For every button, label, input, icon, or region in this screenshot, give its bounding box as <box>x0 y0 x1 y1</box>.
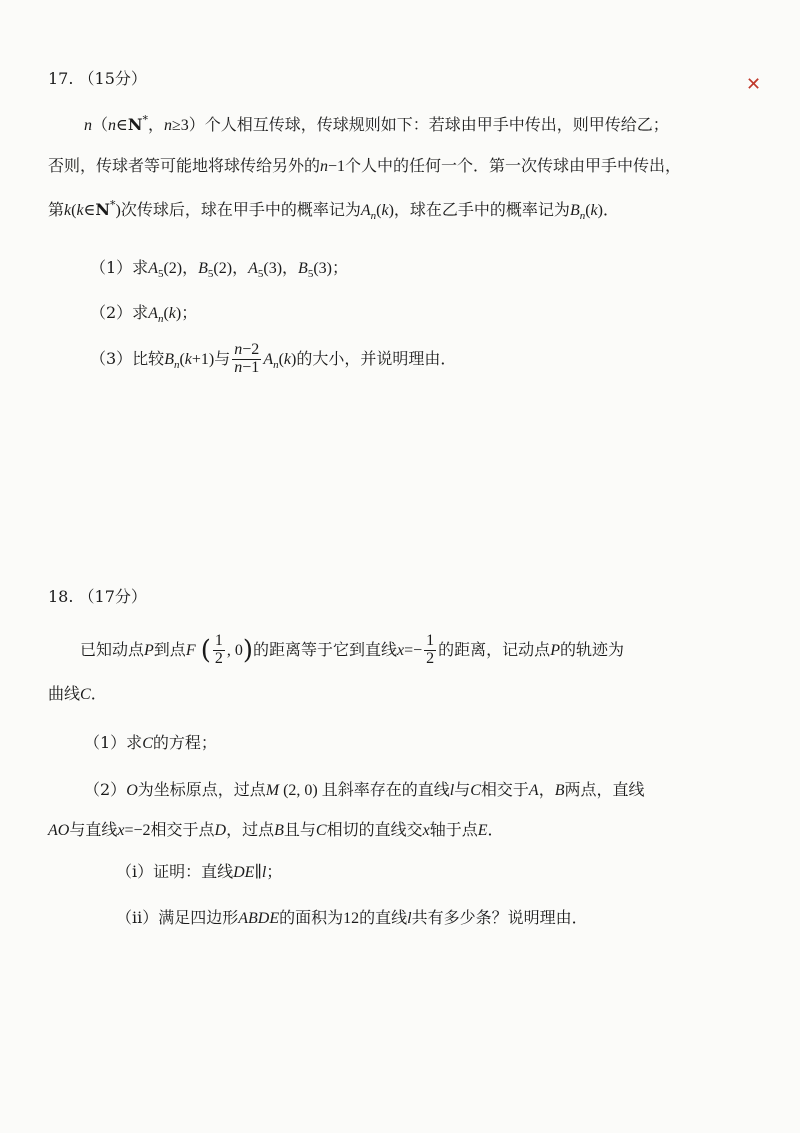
q18-part2: （2）O为坐标原点，过点M (2, 0) 且斜率存在的直线l与C相交于A，B两点，直线 <box>84 780 645 799</box>
q18-sub-ii-tail1: 的直线 <box>359 908 408 927</box>
q18-sub-i: （i）证明：直线DE∥l； <box>116 862 283 881</box>
q18-text-4d: 且与 <box>283 820 316 839</box>
q18-part2-label: （2） <box>84 780 127 799</box>
q18-sub-ii-label: （ii）满足四边形 <box>116 908 239 927</box>
q18-text-4a: 与直线 <box>69 820 118 839</box>
q18-sub-ii-num: 12 <box>343 910 360 927</box>
q18-number: 18. <box>48 587 74 606</box>
q18-header <box>48 584 147 607</box>
q18-text-p2c: 且斜率存在的直线 <box>321 780 450 799</box>
fraction-one-half: $\frac{1}{2}$ <box>214 632 223 667</box>
q17-text-2a: 否则，传球者等可能地将球传给另外的 <box>48 156 321 175</box>
q17-part2: （2）求$A_n(k)$； <box>90 303 198 326</box>
q18-text-1a: 已知动点 <box>80 639 145 659</box>
q17-text-1: 个人相互传球，传球规则如下：若球由甲手中传出，则甲传给乙； <box>204 115 669 134</box>
q17-part2-label: （2）求 <box>90 303 149 322</box>
q17-line3: 第k(k∈N*)次传球后，球在甲手中的概率记为$A_n(k)$，球在乙手中的概率记为$B_n(k)$． <box>48 198 619 223</box>
q17-text-3b: 次传球后，球在甲手中的概率记为 <box>120 200 361 219</box>
q17-part1-label: （1）求 <box>90 258 149 277</box>
q17-number: 17. <box>48 69 74 88</box>
fraction-n2-n1: $\frac{n-2}{n-1}$ <box>234 341 260 376</box>
q18-text-1d: 的距离，记动点 <box>438 639 551 659</box>
q17-part3-tail: 的大小，并说明理由． <box>296 348 457 368</box>
q18-line1: 已知动点P到点F ( $\frac{1}{2}$ , 0)的距离等于它到直线x=− $\frac{1}{2}$ 的距离，记动点P的轨迹为 <box>80 632 624 667</box>
q18-text-p2e: 相交于 <box>480 780 529 799</box>
q18-text-4e: 相切的直线交 <box>326 820 423 839</box>
q17-text-2b: 个人中的任何一个．第一次传球由甲手中传出， <box>345 156 682 175</box>
q18-text-p2b: 为坐标原点，过点 <box>137 780 266 799</box>
q18-sub-ii: （ii）满足四边形ABDE的面积为12的直线l共有多少条？说明理由． <box>116 908 588 927</box>
q17-score: （15分） <box>78 69 147 88</box>
q18-text-4b: 相交于点 <box>150 820 215 839</box>
q18-sub-i-label: （i）证明：直线 <box>116 862 234 881</box>
red-check-mark: ✕ <box>746 74 762 95</box>
q18-sub-ii-mid: 的面积为 <box>279 908 344 927</box>
q18-text-1b: 到点 <box>153 639 186 659</box>
q17-part3-with: 与 <box>214 348 231 368</box>
q18-text-p2d: 与 <box>454 780 471 799</box>
q18-text-4f: 轴于点 <box>429 820 478 839</box>
q17-header <box>48 66 147 89</box>
q18-part1: （1）求C的方程； <box>84 733 217 752</box>
q17-line2: 否则，传球者等可能地将球传给另外的n−1个人中的任何一个．第一次传球由甲手中传出， <box>48 156 682 175</box>
q18-text-1e: 的轨迹为 <box>559 639 624 659</box>
q18-sub-ii-tail2: 共有多少条？说明理由． <box>411 908 588 927</box>
q17-text-3c: ，球在乙手中的概率记为 <box>393 200 570 219</box>
q17-part1: （1）求$A_5(2)$，$B_5(2)$，$A_5(3)$，$B_5(3)$； <box>90 258 348 281</box>
q18-text-1c: 的距离等于它到直线 <box>253 639 398 659</box>
q18-line4: AO与直线x=−2相交于点D，过点B且与C相切的直线交x轴于点E． <box>48 820 504 839</box>
q18-line2: 曲线C． <box>48 684 107 703</box>
q18-part1-tail: 的方程； <box>152 733 217 752</box>
q18-part1-label: （1）求 <box>84 733 143 752</box>
fraction-neg-half: $\frac{1}{2}$ <box>426 632 435 667</box>
q17-part3-label: （3）比较 <box>90 348 165 368</box>
q17-part3: （3）比较$B_n(k+1)$与 $\frac{n-2}{n-1}$ $A_n(k)$的大小，并说明理由． <box>90 341 457 376</box>
q18-text-p2f: 两点，直线 <box>564 780 645 799</box>
q17-line1: n（n∈N*，n≥3）个人相互传球，传球规则如下：若球由甲手中传出，则甲传给乙； <box>84 113 669 134</box>
q18-score: （17分） <box>78 587 147 606</box>
q18-text-2a: 曲线 <box>48 684 81 703</box>
q17-text-3a: 第 <box>48 200 65 219</box>
q18-text-4c: ，过点 <box>226 820 275 839</box>
